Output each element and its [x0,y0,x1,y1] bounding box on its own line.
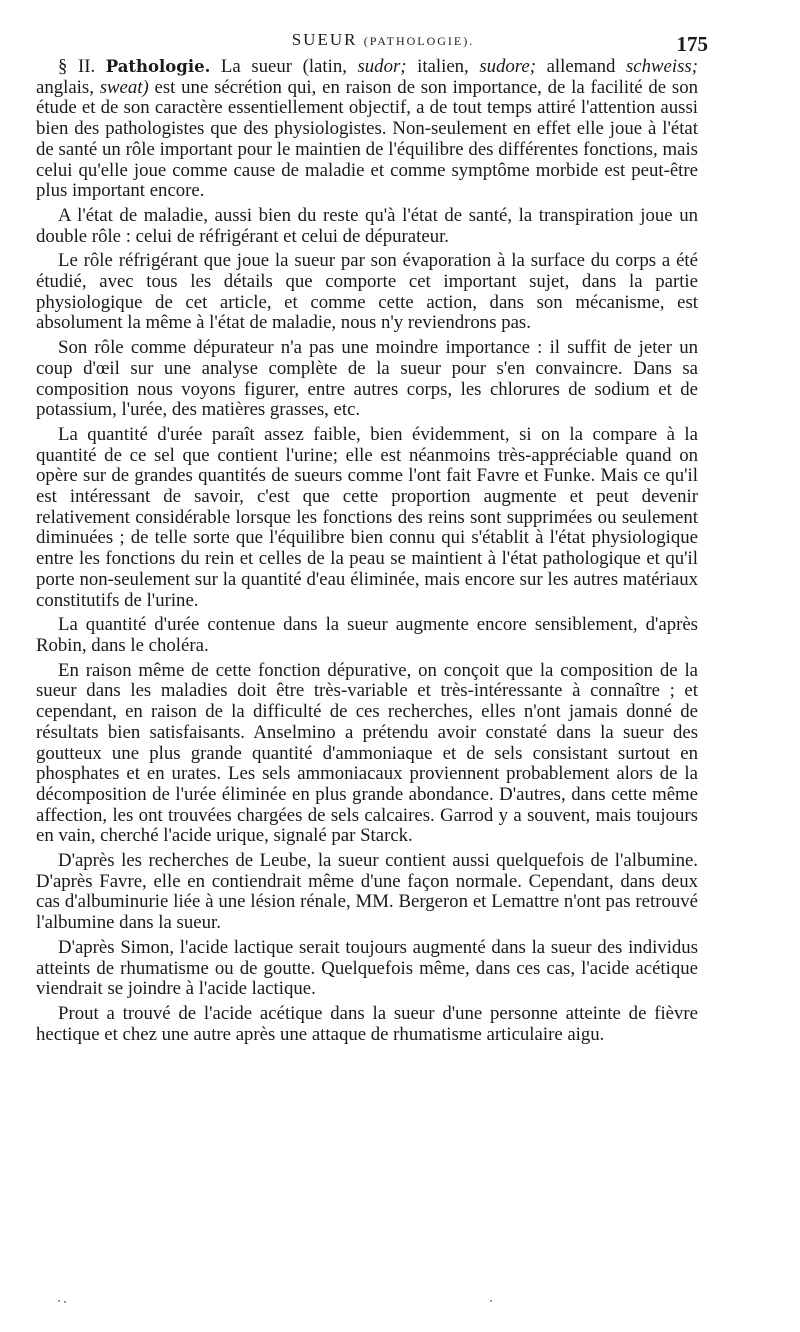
running-title-main: SUEUR [291,30,358,49]
paragraph-3: Le rôle réfrigérant que joue la sueur par son évaporation à la surface du corps a été étudié, avec tous les détails que comporte cet important sujet, dans la partie physiologique de cet article, et comme cette action, dans son mécanisme, est absolument la même à l'état de maladie, nous n'y reviendrons pas. [36,250,698,334]
paragraph-1-text-3: allemand [536,56,626,77]
paragraph-7: En raison même de cette fonction dépurative, on conçoit que la composition de la sueur dans les maladies doit être très-variable et très-intéressante à connaître ; et cependant, en raison de la difficulté de ces recherches, elles n'ont jamais donné de résultats bien satisfaisants. Anselmino a prétendu avoir constaté dans la sueur des goutteux une plus grande quantité d'ammoniaque et de sels consistant surtout en phosphates et en urates. Les sels ammoniacaux proviennent probablement alors de la décomposition de l'urée éliminée en plus grande abondance. D'autres, dans cette même affection, les ont trouvées chargées de sels calcaires. Garrod y a souvent, mais toujours en vain, cherché l'acide urique, signalé par Starck. [36,659,698,847]
paragraph-8: D'après les recherches de Leube, la sueur contient aussi quelquefois de l'albumine. D'après Favre, elle en contiendrait même d'une façon normale. Cependant, dans deux cas d'albuminurie liée à une lésion rénale, MM. Bergeron et Lemattre n'ont pas retrouvé l'albumine dans la sueur. [36,850,698,934]
paragraph-1-italic-2: sudore; [479,56,536,77]
paragraph-2: A l'état de maladie, aussi bien du reste qu'à l'état de santé, la transpiration joue un double rôle : celui de réfrigérant et celui de dépurateur. [36,204,698,247]
paragraph-1-text-4: anglais, [36,76,100,98]
running-title-sub: (PATHOLOGIE). [363,34,475,48]
paragraph-6: La quantité d'urée contenue dans la sueur augmente encore sensiblement, d'après Robin, dans le choléra. [36,614,698,656]
page-number: 175 [676,32,708,56]
paragraph-1 [36,57,698,202]
paragraph-9: D'après Simon, l'acide lactique serait toujours augmenté dans la sueur des individus atteints de rhumatisme ou de goutte. Quelquefois même, dans ces cas, l'acide acétique viendrait se joindre à l'acide lactique. [36,936,698,1000]
paragraph-1-italic-4: sweat) [99,76,149,98]
paragraph-1-italic-3: schweiss; [625,56,698,77]
running-head [58,24,708,54]
print-speck [490,1300,492,1302]
paragraph-5: La quantité d'urée paraît assez faible, bien évidemment, si on la compare à la quantité de ce sel que contient l'urine; elle est néanmoins très-appréciable quand on opère sur de grandes quantités de sueurs comme l'ont fait Favre et Funke. Mais ce qu'il est intéressant de savoir, c'est que cette proportion augmente et peut devenir relativement considérable lorsque les fonctions des reins sont supprimées ou seulement diminuées ; de telle sorte que l'équilibre bien connu qui s'établit à l'état physiologique entre les fonctions du rein et celles de la peau se maintient à l'état pathologique et qu'il porte non-seulement sur la quantité d'eau éliminée, mais encore sur les autres matériaux constitutifs de l'urine. [36,423,698,611]
print-speck [64,1301,66,1303]
paragraph-4: Son rôle comme dépurateur n'a pas une moindre importance : il suffit de jeter un coup d'œil sur une analyse complète de la sueur pour s'en convaincre. Dans sa composition nous voyons figurer, entre autres corps, les chlorures de sodium et de potassium, l'urée, des matières grasses, etc. [36,337,698,421]
paragraph-1-text-2: italien, [406,56,480,77]
paragraph-1-italic-1: sudor; [357,56,407,77]
paragraph-1-text-1: La sueur (latin, [210,56,358,77]
article-body [36,57,698,1049]
running-title [58,30,708,50]
print-speck [58,1300,60,1302]
section-mark: § II. [58,56,96,77]
paragraph-10: Prout a trouvé de l'acide acétique dans la sueur d'une personne atteinte de fièvre hectique et chez une autre après une attaque de rhumatisme articulaire aigu. [36,1002,698,1045]
section-title: Pathologie. [105,57,211,76]
paragraph-1-text-5: est une sécrétion qui, en raison de son importance, de la facilité de son étude et de son caractère essentiellement objectif, a de tout temps attiré l'attention aussi bien des pathologistes que des physiologistes. Non-seulement en effet elle joue à l'état de santé un rôle important pour le maintien de l'équilibre des différentes fonctions, mais celui qu'elle joue comme cause de maladie et comme symptôme morbide est peut-être plus important encore. [36,76,699,202]
